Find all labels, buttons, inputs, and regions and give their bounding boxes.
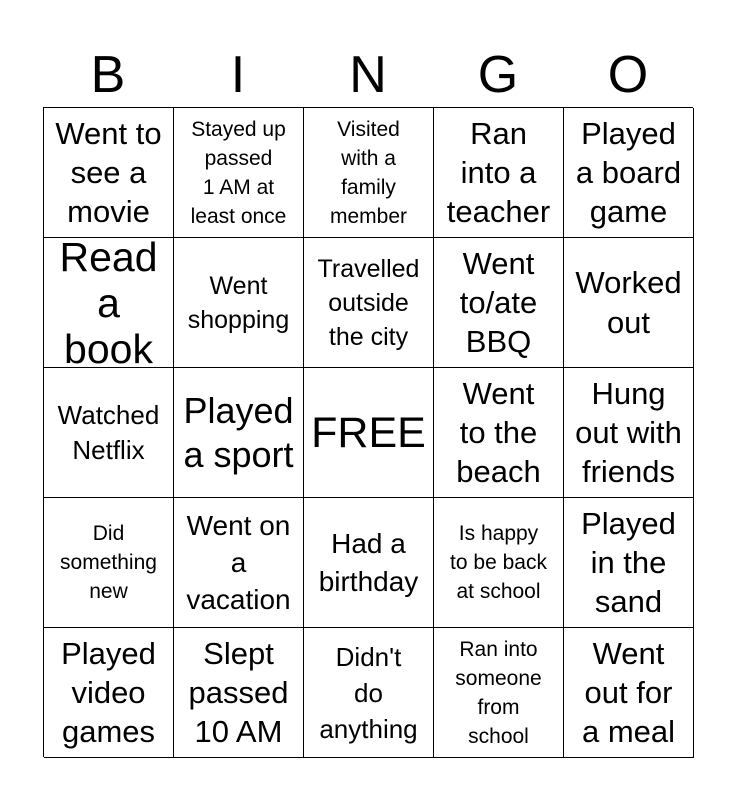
bingo-cell-r2-c2[interactable] [174, 238, 304, 368]
bingo-cell-r5-c1[interactable] [44, 628, 174, 758]
cell-text: Did something new [60, 522, 157, 603]
cell-text: Went out for a meal [581, 636, 676, 749]
cell-text: Went to see a movie [55, 116, 162, 229]
cell-text: Went to the beach [456, 376, 541, 489]
cell-text: Went on a vacation [186, 510, 291, 615]
cell-text: Worked out [575, 264, 682, 340]
bingo-cell-r5-c4[interactable] [434, 628, 564, 758]
cell-text: Is happy to be back at school [450, 522, 547, 603]
bingo-cell-r5-c5[interactable] [564, 628, 694, 758]
cell-text: Didn't do anything [319, 641, 418, 744]
bingo-cell-r2-c5[interactable] [564, 238, 694, 368]
bingo-cell-r5-c2[interactable] [174, 628, 304, 758]
header-letter-i: I [230, 46, 246, 104]
cell-text: Watched Netflix [57, 399, 160, 465]
header-letter-b: B [90, 46, 126, 104]
bingo-cell-r1-c1[interactable] [44, 108, 174, 238]
bingo-cell-r4-c4[interactable] [434, 498, 564, 628]
cell-text: Went to/ate BBQ [459, 246, 538, 359]
cell-text: Hung out with friends [575, 376, 682, 489]
cell-text: Stayed up passed 1 AM at least once [190, 117, 287, 228]
cell-text: Played in the sand [581, 506, 676, 619]
bingo-cell-r2-c1[interactable] [44, 238, 174, 368]
bingo-cell-r3-c4[interactable] [434, 368, 564, 498]
cell-text: Travelled outside the city [317, 254, 420, 351]
cell-text: Played a board game [575, 116, 682, 229]
bingo-cell-r5-c3[interactable] [304, 628, 434, 758]
cell-text: Played video games [61, 636, 156, 749]
bingo-cell-r1-c3[interactable] [304, 108, 434, 238]
bingo-cell-r3-c5[interactable] [564, 368, 694, 498]
cell-text: Visited with a family member [329, 117, 408, 228]
bingo-cell-r1-c4[interactable] [434, 108, 564, 238]
cell-text: Read a book [59, 238, 158, 368]
bingo-cell-r3-c3[interactable] [304, 368, 434, 498]
cell-text: Went shopping [187, 271, 290, 334]
header-letter-g: G [477, 46, 519, 104]
cell-text: FREE [311, 408, 426, 457]
bingo-cell-r2-c3[interactable] [304, 238, 434, 368]
bingo-cell-r2-c4[interactable] [434, 238, 564, 368]
header-letter-n: N [349, 46, 387, 104]
bingo-grid [43, 107, 693, 757]
bingo-cell-r4-c2[interactable] [174, 498, 304, 628]
cell-text: Ran into a teacher [446, 116, 551, 229]
cell-text: Ran into someone from school [455, 637, 542, 748]
bingo-cell-r4-c1[interactable] [44, 498, 174, 628]
bingo-header [43, 44, 693, 106]
bingo-cell-r1-c5[interactable] [564, 108, 694, 238]
header-letter-o: O [607, 46, 649, 104]
bingo-cell-r4-c5[interactable] [564, 498, 694, 628]
bingo-cell-r3-c2[interactable] [174, 368, 304, 498]
bingo-cell-r1-c2[interactable] [174, 108, 304, 238]
bingo-cell-r3-c1[interactable] [44, 368, 174, 498]
cell-text: Slept passed 10 AM [188, 636, 289, 749]
cell-text: Played a sport [183, 389, 294, 475]
cell-text: Had a birthday [318, 527, 419, 597]
bingo-cell-r4-c3[interactable] [304, 498, 434, 628]
